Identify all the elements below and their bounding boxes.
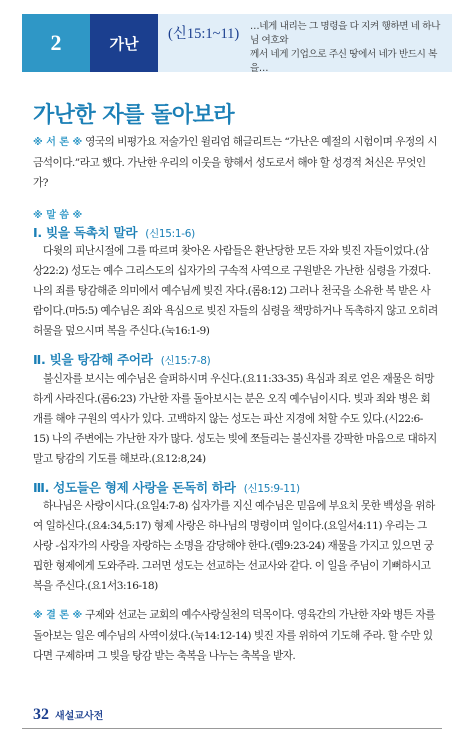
- footer-divider: [22, 728, 442, 729]
- page-number: 32: [33, 706, 49, 723]
- page-footer: [33, 706, 103, 724]
- section-body-1: 다윗의 피난시절에 그를 따르며 찾아온 사람들은 환난당한 모든 자와 빚진 자들이었다.(삼상22:2) 성도는 예수 그리스도의 십자가의 구속적 사역으로 구원받은 가난한 심령을 가졌다. 나의 죄를 탕감해준 의미에서 예수님께 빚진 자다.(롬8:12) 그러나 천국을 소유한 복 받은 사람이다.(마5:5) 예수님은 죄와 욕심으로 빚진 자들의 심령을 책망하거나 독촉하지 않고 오히려 허물을 덮으시며 복을 주신다.(눅16:1-9): [33, 245, 438, 337]
- section-heading-3: [33, 477, 300, 496]
- chapter-number: 2: [22, 14, 90, 72]
- section-body-3: 하나님은 사랑이시다.(요일4:7-8) 십자가를 지신 예수님은 믿음에 부요치 못한 백성을 위하여 일하신다.(요4:34,5:17) 형제 사랑은 하나님의 명령이며 일이다.(요일서4:11) 우리는 그 사랑 -십자가의 사랑을 자랑하는 소명을 감당해야 한다.(렘9:23-24) 재물을 가지고 있으면 궁핍한 형제에게 도와주라. 그러면 성도는 선교하는 선교사와 같다. 이 일을 주님이 기뻐하시고 복을 주신다.(요1서3:16-18): [33, 500, 435, 592]
- section-heading-ref: (신15:1-6): [145, 228, 195, 240]
- section-heading-ref: (신15:7-8): [160, 355, 211, 367]
- body-tag: ※ 말 씀 ※: [33, 210, 83, 221]
- section-heading-2: [33, 349, 210, 368]
- intro-tag: ※ 서 론 ※: [33, 137, 83, 148]
- section-heading-1: [33, 222, 195, 241]
- intro-text: 영국의 비평가요 저술가인 윌리엄 해글리트는 “가난은 예절의 시험이며 우정의 시금석이다.”라고 했다. 가난한 우리의 이웃을 향해서 성도로서 해야 할 성경적 처신은 무엇인가?: [33, 136, 438, 189]
- conclusion-tag: ※ 결 론 ※: [33, 610, 83, 621]
- header-quote-line: …네게 내리는 그 명령을 다 지켜 행하면 네 하나님 여호와: [250, 21, 441, 46]
- header-quote-line: 께서 네게 기업으로 주신 땅에서 네가 반드시 복을…: [250, 49, 438, 74]
- intro-paragraph: [33, 132, 438, 193]
- chapter-header: [22, 14, 452, 72]
- header-quote: [250, 20, 448, 76]
- section-heading-text: Ⅲ. 성도들은 형제 사랑을 돈독히 하라: [33, 480, 236, 495]
- sermon-title: 가난한 자를 돌아보라: [33, 103, 235, 128]
- section-heading-ref: (신15:9-11): [243, 483, 300, 495]
- chapter-reference: (신15:1~11): [168, 26, 240, 42]
- chapter-title: 가난: [90, 14, 158, 72]
- conclusion-paragraph: [33, 605, 438, 666]
- book-title: 새설교사전: [55, 711, 104, 722]
- section-body-2: 불신자를 보시는 예수님은 슬퍼하시며 우신다.(요11:33-35) 욕심과 죄로 얻은 재물은 허망하게 사라진다.(롬6:23) 가난한 자를 돌아보시는 분은 오직 예수님이시다. 빚과 죄와 병은 회개를 해야 구원의 역사가 있다. 고백하지 않는 성도는 파산 지경에 처할 수도 있다.(시22:6-15) 나의 주변에는 가난한 자가 많다. 성도는 빚에 쪼들리는 불신자를 강팍한 마음으로 대하지 말고 탕감의 기도를 해보라.(요12:8,24): [33, 373, 437, 465]
- section-heading-text: Ⅱ. 빚을 탕감해 주어라: [33, 352, 153, 367]
- conclusion-text: 구제와 선교는 교회의 예수사랑실천의 덕목이다. 영육간의 가난한 자와 병든 자를 돌아보는 일은 예수님의 사역이셨다.(눅14:12-14) 빚진 자를 위하여 기도해 주라. 할 수만 있다면 구제하며 그 빚을 탕감 받는 축복을 나누는 축복을 받자.: [33, 609, 435, 662]
- section-heading-text: Ⅰ. 빚을 독촉치 말라: [33, 225, 138, 240]
